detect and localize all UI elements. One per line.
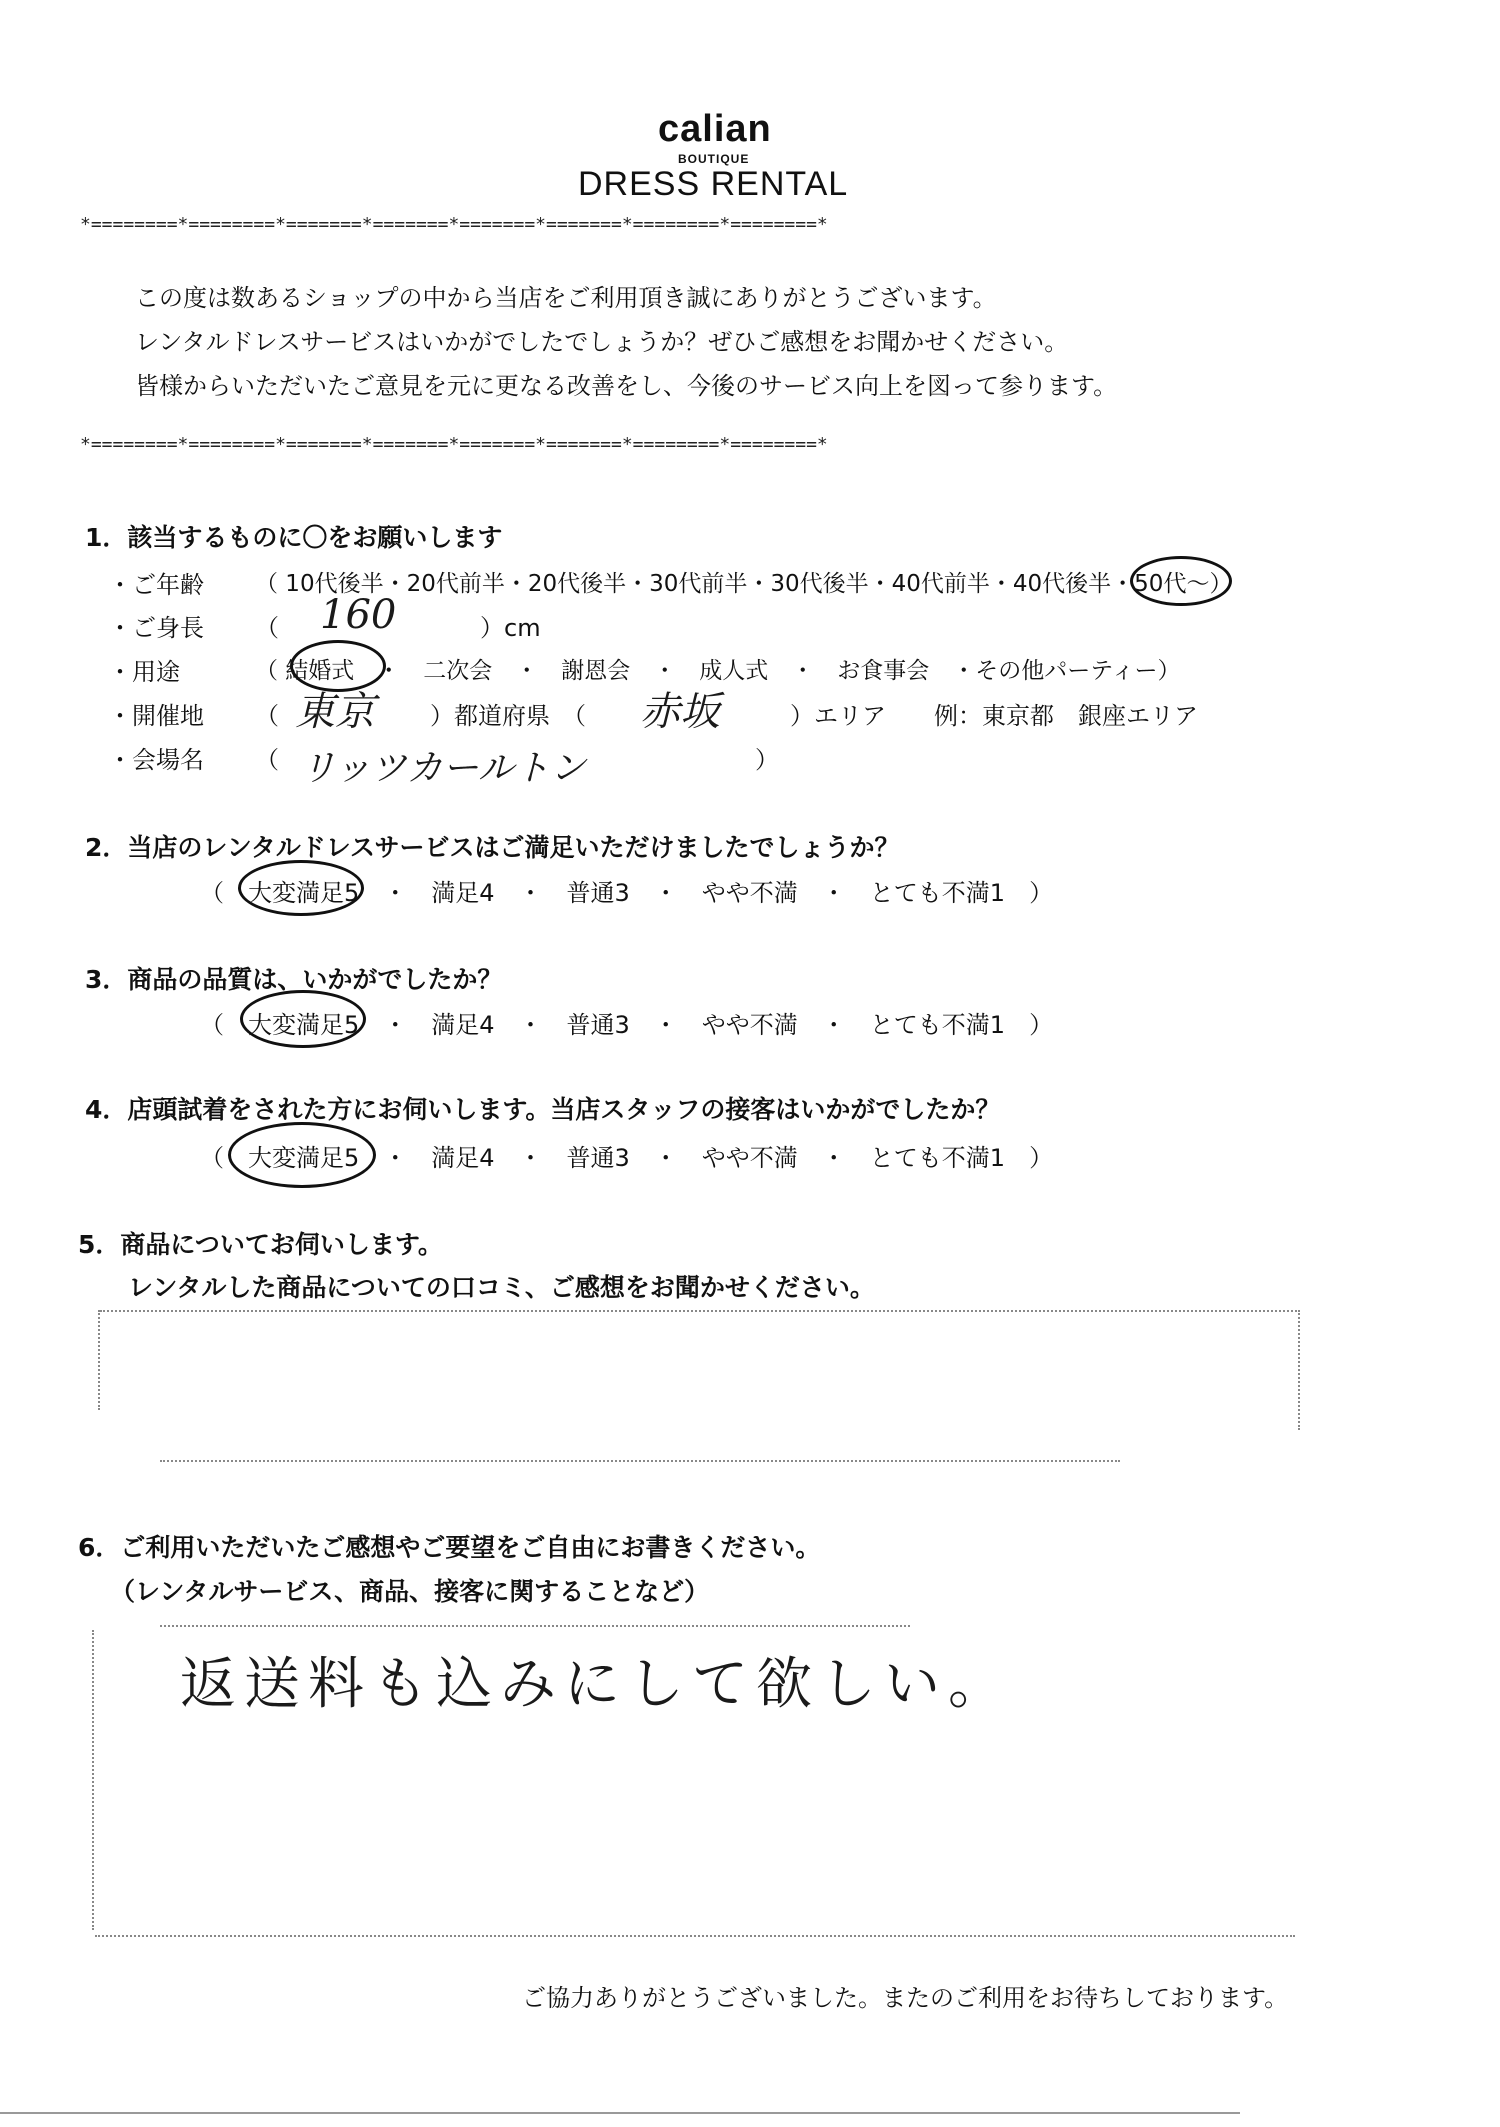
venue-name-open: （ bbox=[255, 746, 279, 774]
intro-line-1: この度は数あるショップの中から当店をご利用頂き誠にありがとうございます。 bbox=[135, 284, 997, 312]
divider-top: *========*========*=======*=======*=======*=======*========*========* bbox=[80, 214, 828, 235]
q5-box-right bbox=[1298, 1310, 1300, 1430]
brand-subtitle: BOUTIQUE bbox=[678, 152, 750, 166]
q2-options: （ 大変満足5 ・ 満足4 ・ 普通3 ・ やや不満 ・ とても不満1 ） bbox=[200, 879, 1054, 907]
q1-title: 1．該当するものに〇をお願いします bbox=[85, 523, 503, 552]
q3-selection-circle bbox=[240, 990, 366, 1048]
q6-answer: 返送料も込みにして欲しい。 bbox=[180, 1652, 1012, 1717]
q5-box-left bbox=[98, 1310, 100, 1410]
age-label: ・ご年齢 bbox=[108, 571, 204, 599]
venue-area-label: ・開催地 bbox=[108, 702, 204, 730]
brand-logo: calian bbox=[658, 108, 772, 150]
q4-options: （ 大変満足5 ・ 満足4 ・ 普通3 ・ やや不満 ・ とても不満1 ） bbox=[200, 1144, 1054, 1172]
age-selection-circle bbox=[1130, 556, 1232, 606]
venue-name-label: ・会場名 bbox=[108, 746, 204, 774]
q4-selection-circle bbox=[228, 1122, 376, 1188]
divider-bottom: *========*========*=======*=======*=======*=======*========*========* bbox=[80, 434, 828, 455]
q6-title: 6．ご利用いただいたご感想やご要望をご自由にお書きください。 bbox=[78, 1533, 821, 1562]
intro-line-3: 皆様からいただいたご意見を元に更なる改善をし、今後のサービス向上を図って参ります。 bbox=[135, 372, 1118, 400]
q3-options: （ 大変満足5 ・ 満足4 ・ 普通3 ・ やや不満 ・ とても不満1 ） bbox=[200, 1011, 1054, 1039]
venue-area-open: （ bbox=[255, 702, 279, 730]
q2-title: 2．当店のレンタルドレスサービスはご満足いただけましたでしょうか？ bbox=[85, 833, 900, 862]
age-options: （ 10代後半・20代前半・20代後半・30代前半・30代後半・40代前半・40代後半・50代～） bbox=[255, 571, 1233, 597]
q2-selection-circle bbox=[238, 860, 364, 916]
q3-title: 3．商品の品質は、いかがでしたか？ bbox=[85, 965, 503, 994]
area-value: 赤坂 bbox=[640, 689, 720, 735]
q5-box-top bbox=[100, 1310, 1300, 1312]
q5-title: 5．商品についてお伺いします。 bbox=[78, 1230, 443, 1259]
height-label: ・ご身長 bbox=[108, 614, 204, 642]
height-value: 160 bbox=[320, 592, 397, 638]
prefecture-suffix: ）都道府県 （ bbox=[430, 702, 586, 730]
q6-box-top bbox=[160, 1625, 910, 1627]
venue-name-close: ） bbox=[755, 746, 779, 774]
q5-box-bottom bbox=[160, 1460, 1120, 1462]
q6-subtitle: （レンタルサービス、商品、接客に関することなど） bbox=[110, 1577, 710, 1606]
page-title: DRESS RENTAL bbox=[578, 165, 849, 203]
q6-box-bottom bbox=[95, 1935, 1295, 1937]
q4-title: 4．店頭試着をされた方にお伺いします。当店スタッフの接客はいかがでしたか？ bbox=[85, 1095, 1001, 1124]
bottom-edge-marks bbox=[0, 2112, 1240, 2114]
purpose-label: ・用途 bbox=[108, 658, 180, 686]
area-suffix: ）エリア 例：東京都 銀座エリア bbox=[790, 702, 1198, 730]
height-unit: ）cm bbox=[480, 614, 541, 642]
height-open: （ bbox=[255, 614, 279, 642]
purpose-options: （ 結婚式 ・ 二次会 ・ 謝恩会 ・ 成人式 ・ お食事会 ・その他パーティー） bbox=[255, 658, 1181, 684]
footer-thanks: ご協力ありがとうございました。またのご利用をお待ちしております。 bbox=[522, 1984, 1289, 2012]
venue-name-value: リッツカールトン bbox=[300, 748, 586, 789]
q6-box-left bbox=[92, 1630, 94, 1930]
prefecture-value: 東京 bbox=[295, 689, 375, 735]
q5-subtitle: レンタルした商品についての口コミ、ご感想をお聞かせください。 bbox=[128, 1273, 875, 1302]
intro-line-2: レンタルドレスサービスはいかがでしたでしょうか？ぜひご感想をお聞かせください。 bbox=[135, 328, 1069, 356]
